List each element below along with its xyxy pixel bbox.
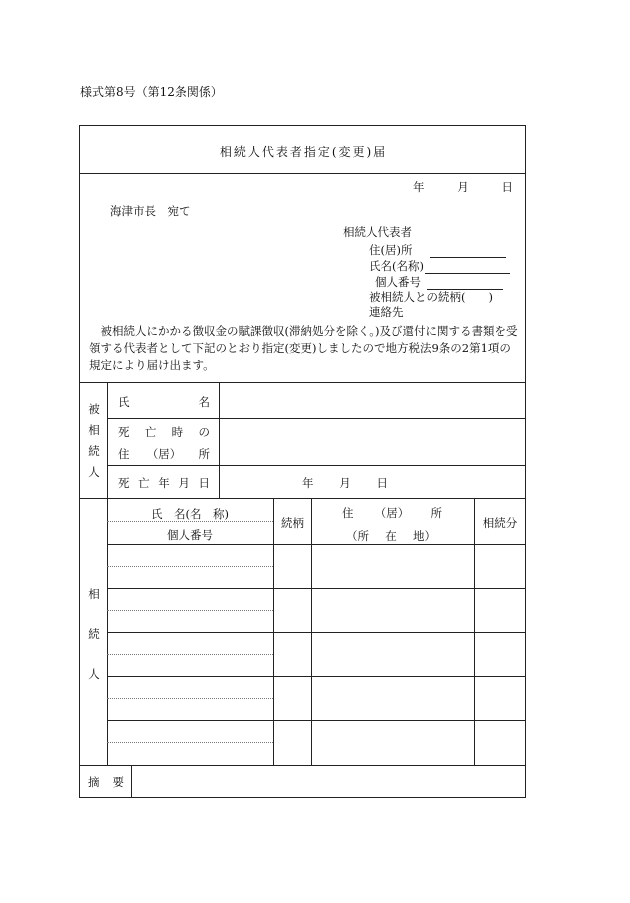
divider: [107, 465, 525, 466]
col-header-share: 相続分: [482, 516, 518, 530]
heir-row[interactable]: [108, 633, 525, 676]
heir-row[interactable]: [108, 589, 525, 632]
representative-number-field[interactable]: [375, 274, 503, 290]
declaration-text: [89, 323, 521, 374]
date-month-label: 月: [457, 180, 469, 194]
heir-row[interactable]: [108, 677, 525, 720]
deceased-death-date-label: 死 亡 年 月 日: [118, 476, 210, 490]
representative-heading: 相続人代表者: [343, 225, 412, 239]
heir-row[interactable]: [108, 545, 525, 588]
representative-number-label: 個人番号: [375, 275, 421, 289]
deceased-address-label-line2: 住 （居） 所: [118, 447, 210, 461]
divider: [80, 498, 525, 499]
form-title: 相続人代表者指定(変更)届: [219, 145, 388, 159]
divider: [107, 382, 108, 498]
representative-contact-field[interactable]: [369, 304, 404, 320]
heirs-section-label: 相 続 人: [88, 587, 100, 681]
deceased-name-field[interactable]: [220, 383, 525, 418]
representative-relationship-field[interactable]: [369, 289, 493, 305]
representative-address-field[interactable]: [369, 242, 506, 258]
heir-row[interactable]: [108, 721, 525, 765]
addressee: 海津市長 宛て: [110, 204, 191, 218]
deceased-section-label: 被 相 続 人: [88, 401, 100, 479]
date-year-label: 年: [413, 180, 425, 194]
deceased-name-label: 氏 名: [118, 395, 210, 409]
date-day-label: 日: [501, 180, 513, 194]
deceased-address-label-line1: 死 亡 時 の: [118, 425, 210, 439]
form-number: 様式第8号（第12条関係）: [80, 85, 223, 99]
col-header-name: 氏 名(名 称): [151, 507, 229, 521]
deceased-death-date-field[interactable]: 年 月 日: [302, 476, 388, 490]
col-header-address-line2: （所 在 地）: [346, 529, 436, 543]
col-header-personal-number: 個人番号: [167, 528, 213, 542]
summary-field[interactable]: [132, 766, 525, 797]
submission-date[interactable]: [413, 179, 513, 195]
representative-name-line[interactable]: [425, 261, 510, 274]
col-header-address-line1: 住 （居） 所: [342, 506, 442, 520]
representative-contact-label: 連絡先: [369, 305, 404, 319]
representative-name-label: 氏名(名称): [369, 259, 424, 273]
notification-form: [79, 125, 526, 798]
representative-name-field[interactable]: [369, 258, 510, 274]
col-header-relationship: 続柄: [281, 516, 304, 530]
divider: [80, 173, 525, 174]
representative-relationship-label: 被相続人との続柄( ): [369, 290, 493, 304]
deceased-address-field[interactable]: [220, 419, 525, 465]
declaration-paragraph: 被相続人にかかる徴収金の賦課徴収(滞納処分を除く。)及び還付に関する書類を受領する代表者として下記のとおり指定(変更)しましたので地方税法9条の2第1項の規定により届け出ます。: [89, 324, 518, 372]
summary-label: 摘 要: [88, 775, 124, 789]
representative-address-label: 住(居)所: [369, 243, 413, 257]
representative-address-line[interactable]: [430, 245, 506, 258]
